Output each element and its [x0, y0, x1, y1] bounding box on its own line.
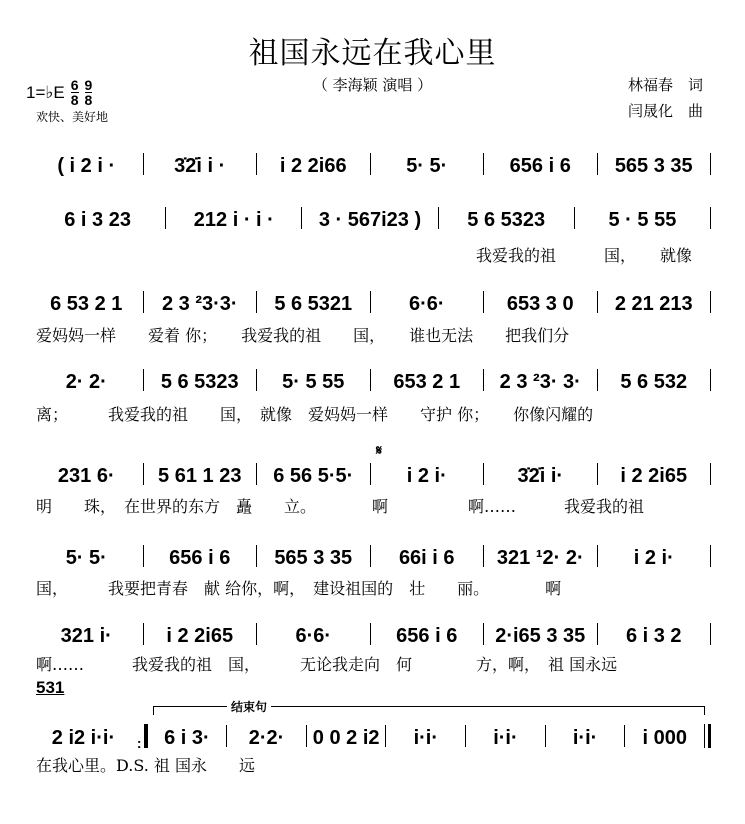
singer-credit: （ 李海颖 演唱 ） [312, 76, 433, 94]
segno-sign: 𝄋 [376, 442, 383, 458]
lyrics-row: 国， 我要把青春 献 给你，啊， 建设祖国的 壮 丽。 啊 [36, 579, 562, 598]
measure: 3 · 567i23 ) [318, 209, 422, 231]
lyrics-row: 啊…… 我爱我的祖 国， 无论我走向 何 方，啊， 祖 国永远 [36, 655, 618, 674]
measure: 653 3 0 [506, 293, 574, 315]
ending-label: 结束句 [227, 698, 271, 715]
lyrics-row: 明 珠， 在世界的东方 矗 立。 啊 啊…… 我爱我的祖 [36, 497, 645, 516]
measure: 6 i 3 2 [625, 625, 682, 647]
measure: i 2 i· [633, 547, 674, 569]
time-signature-9-8: $\frac{9}{8}$ [84, 77, 93, 108]
measure: i 2 2i65 [620, 465, 688, 487]
measure: 321 ¹2· 2· [496, 547, 584, 569]
alternate-notes: 531 [36, 678, 65, 697]
song-title: 祖国永远在我心里 [248, 36, 497, 71]
measure: 5 61 1 23 [158, 465, 242, 487]
measure: 6 56 5·5· [273, 465, 354, 487]
measure: 66i i 6 [398, 547, 455, 569]
lyricist-credit: 林福春 词 [627, 76, 703, 94]
key-signature [26, 78, 92, 107]
measure: i·i· [572, 727, 598, 749]
measure: 656 i 6 [169, 547, 231, 569]
repeat-end-barline: : [137, 724, 148, 748]
measure: 565 3 35 [274, 547, 353, 569]
measure: i 2 i· [406, 465, 447, 487]
composer-credit: 闫晟化 曲 [627, 102, 703, 120]
measure: 2 3 ²3· 3· [499, 371, 581, 393]
lyrics-row: 在我心里。D.S. 祖 国永 远 [36, 756, 255, 775]
notation-row [34, 148, 715, 178]
key-label: 1=♭E [26, 82, 65, 102]
measure: 5 6 5321 [274, 293, 353, 315]
measure: i·i· [493, 727, 518, 749]
lyrics-row: 爱妈妈一样 爱着 你； 我爱我的祖 国， 谁也无法 把我们分 [36, 326, 570, 345]
measure: 212 i · i · [193, 209, 274, 231]
time-signature-6-8: $\frac{6}{8}$ [70, 77, 79, 108]
measure: 2 3 ²3·3· [161, 293, 238, 315]
tempo-marking: 欢快、美好地 [36, 110, 109, 124]
final-barline [704, 724, 711, 748]
measure: 2 i2 i·i· [51, 727, 116, 749]
measure: 0 0 2 i2 [312, 727, 380, 749]
measure: 5 6 5323 [160, 371, 239, 393]
measure: 653 2 1 [393, 371, 461, 393]
measure: 656 i 6 [396, 625, 458, 647]
notation-row [34, 364, 715, 394]
measure: i·i· [413, 727, 439, 749]
measure: 2·2· [248, 727, 285, 749]
measure: 565 3 35 [614, 155, 693, 177]
measure: ( i 2 i · [57, 155, 116, 177]
notation-row [34, 202, 715, 232]
measure: i 000 [642, 727, 687, 749]
measure: 6·6· [408, 293, 445, 315]
measure: i 2 2i65 [166, 625, 234, 647]
measure: 3̇2̇i i· [517, 465, 564, 487]
measure: 321 i· [60, 625, 112, 647]
notation-row [34, 286, 715, 316]
measure: 5 · 5 55 [608, 209, 677, 231]
measure: 6 i 3 23 [64, 209, 131, 231]
measure: 5· 5 55 [282, 371, 345, 393]
lyrics-row: 离； 我爱我的祖 国， 就像 爱妈妈一样 守护 你； 你像闪耀的 [36, 405, 594, 424]
measure: 5 6 532 [620, 371, 688, 393]
notation-row [34, 540, 715, 570]
notation-row [34, 720, 715, 750]
measure: 2 21 213 [614, 293, 693, 315]
measure: 231 6· [57, 465, 115, 487]
measure: 5· 5· [406, 155, 448, 177]
measure: 6 i 3· [164, 727, 210, 749]
measure: 5· 5· [65, 547, 107, 569]
measure: 2·i65 3 35 [495, 625, 586, 647]
notation-row [34, 458, 715, 488]
measure: 3̇2̇i i · [174, 155, 226, 177]
measure: 6·6· [295, 625, 332, 647]
measure: 6 53 2 1 [50, 293, 123, 315]
measure: 656 i 6 [509, 155, 571, 177]
measure: 2· 2· [65, 371, 107, 393]
lyrics-row: 我爱我的祖 国， 就像 [476, 246, 693, 265]
notation-row [34, 618, 715, 648]
measure: 5 6 5323 [467, 209, 546, 231]
measure: i 2 2i66 [279, 155, 347, 177]
